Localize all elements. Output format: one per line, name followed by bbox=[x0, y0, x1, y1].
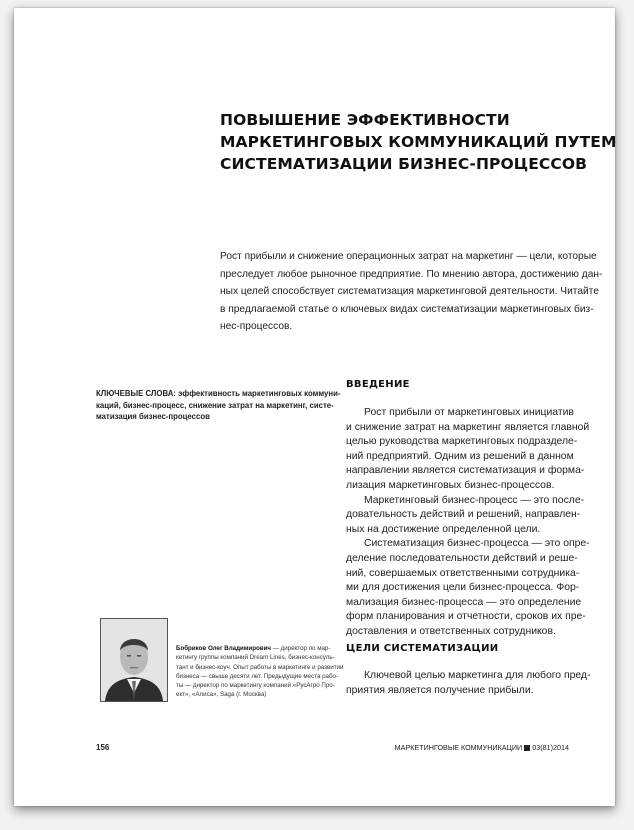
author-portrait-icon bbox=[101, 619, 167, 701]
section-heading-goals: ЦЕЛИ СИСТЕМАТИЗАЦИИ bbox=[346, 643, 499, 654]
body-line: лизация маркетинговых бизнес-процессов. bbox=[346, 479, 555, 491]
goals-text bbox=[346, 669, 596, 698]
body-line: целью руководства маркетинговых подразделе- bbox=[346, 436, 578, 448]
title-line: СИСТЕМАТИЗАЦИИ БИЗНЕС-ПРОЦЕССОВ bbox=[220, 155, 588, 173]
journal-page bbox=[14, 8, 615, 806]
body-line: и снижение затрат на маркетинг является главной bbox=[346, 421, 590, 433]
page-number: 156 bbox=[96, 743, 110, 752]
abstract-line: нес-процессов. bbox=[220, 321, 293, 333]
author-bio-line: ты — директор по маркетингу компаний «РусАгро Про- bbox=[176, 682, 335, 690]
abstract-line: в предлагаемой статье о ключевых видах систематизации маркетинговых биз- bbox=[220, 303, 594, 315]
author-bio-line: кетингу группы компаний Dream Lines, бизнес-консуль- bbox=[176, 654, 335, 662]
author-bio-line: бизнеса — свыше десяти лет. Предыдущие места рабо- bbox=[176, 672, 339, 680]
author-photo bbox=[100, 618, 168, 702]
body-line: доставления и ответственных сотрудников. bbox=[346, 625, 556, 637]
body-line: деление последовательности действий и реше- bbox=[346, 552, 578, 564]
title-line: ПОВЫШЕНИЕ ЭФФЕКТИВНОСТИ bbox=[220, 111, 510, 129]
body-line: мализация бизнес-процесса — это определение bbox=[346, 596, 582, 608]
title-line: МАРКЕТИНГОВЫХ КОММУНИКАЦИЙ ПУТЕМ bbox=[220, 133, 617, 151]
keywords-block bbox=[96, 388, 341, 423]
body-line: приятия является получение прибыли. bbox=[346, 684, 534, 696]
keywords-line: матизация бизнес-процессов bbox=[96, 412, 210, 421]
article-title bbox=[220, 109, 617, 175]
author-bio-line: ект», «Алиса», Saga (г. Москва) bbox=[176, 691, 267, 699]
body-line: направлении является систематизация и форма- bbox=[346, 465, 585, 477]
body-line: ний, совершаемых ответственными сотрудника- bbox=[346, 567, 580, 579]
intro-text bbox=[346, 406, 596, 640]
body-line: довательность действий и решений, направлен- bbox=[346, 509, 581, 521]
body-line: ми для достижения цели бизнес-процесса. Фор- bbox=[346, 582, 580, 594]
body-line: форм планирования и отчетности, сроков их пре- bbox=[346, 611, 586, 623]
author-name: Бобриков Олег Владимирович bbox=[176, 645, 271, 652]
body-line: Рост прибыли от маркетинговых инициатив bbox=[364, 407, 574, 418]
abstract-line: ных целей способствует систематизация маркетинговой деятельности. Читайте bbox=[220, 286, 599, 298]
journal-footer bbox=[395, 743, 569, 752]
journal-name: МАРКЕТИНГОВЫЕ КОММУНИКАЦИИ bbox=[394, 743, 523, 752]
body-line: Ключевой целью маркетинга для любого пред- bbox=[364, 670, 591, 681]
body-line: Маркетинговый бизнес-процесс — это после- bbox=[364, 494, 585, 506]
journal-issue: 03(81)2014 bbox=[532, 743, 569, 752]
section-heading-intro: ВВЕДЕНИЕ bbox=[346, 379, 410, 390]
body-line: ний предприятий. Одним из решений в данном bbox=[346, 450, 574, 462]
body-line: Систематизация бизнес-процесса — это опре- bbox=[364, 538, 590, 550]
abstract-line: Рост прибыли и снижение операционных затрат на маркетинг — цели, которые bbox=[220, 251, 597, 262]
keywords-line: каций, бизнес-процесс, снижение затрат на маркетинг, систе- bbox=[96, 400, 334, 410]
article-abstract bbox=[220, 248, 603, 336]
body-line: ных на достижение определенной цели. bbox=[346, 523, 541, 535]
author-bio-line: тант и бизнес-коуч. Опыт работы в маркетинге и развитии bbox=[176, 663, 344, 671]
square-bullet-icon bbox=[524, 745, 530, 751]
author-bio-line: — директор по мар- bbox=[270, 645, 331, 652]
abstract-line: преследует любое рыночное предприятие. По мнению автора, достижению дан- bbox=[220, 268, 603, 280]
keywords-line: КЛЮЧЕВЫЕ СЛОВА: эффективность маркетинговых коммуни- bbox=[96, 389, 341, 398]
author-bio bbox=[176, 644, 344, 700]
